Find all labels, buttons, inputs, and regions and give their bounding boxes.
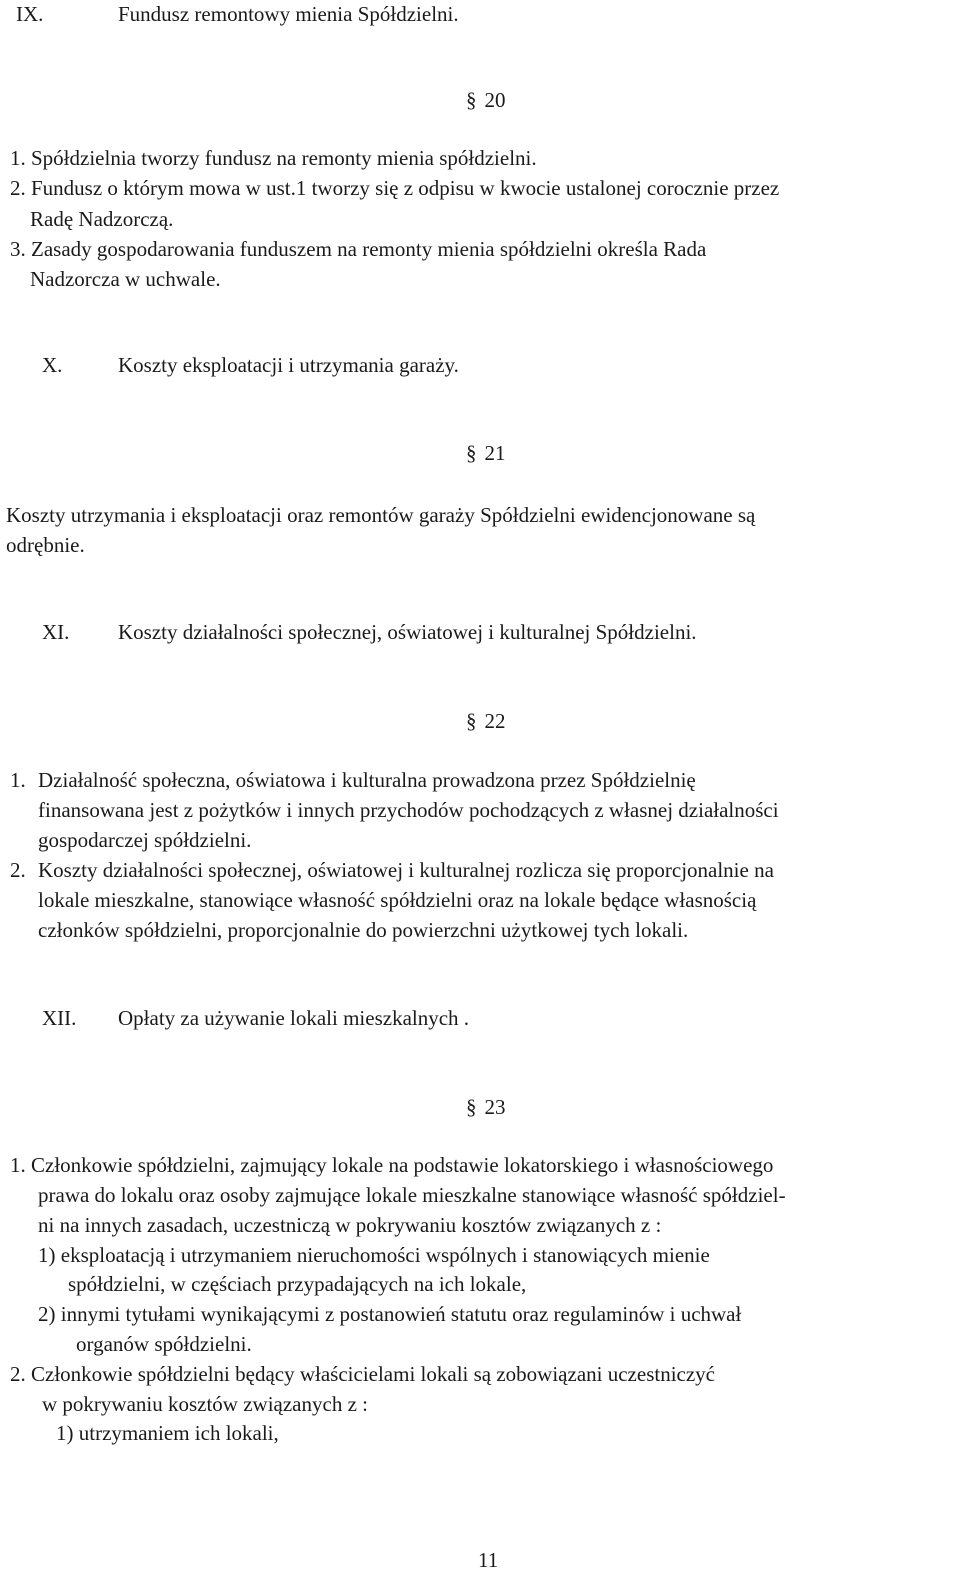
sec23-line-3: ni na innych zasadach, uczestniczą w pokrywaniu kosztów związanych z : [38,1213,662,1237]
sec23-line-10: 1) utrzymaniem ich lokali, [56,1421,279,1445]
section-sign: § [466,709,477,733]
sec22-item-1-num: 1. [10,768,26,792]
sec20-item-1 [10,146,537,170]
item-number: 2. [10,176,26,200]
sec23-line-1: 1. Członkowie spółdzielni, zajmujący lokale na podstawie lokatorskiego i własnościowego [10,1153,774,1177]
chapter-number: X. [42,353,63,377]
item-text: Nadzorcza w uchwale. [30,267,221,291]
section-number: 21 [484,441,506,465]
sec23-line-5: spółdzielni, w częściach przypadających na ich lokale, [68,1272,527,1296]
item-text: Zasady gospodarowania funduszem na remonty mienia spółdzielni określa Rada [31,237,707,261]
chapter-title: Opłaty za używanie lokali mieszkalnych . [118,1006,470,1030]
item-text: Spółdzielnia tworzy fundusz na remonty mienia spółdzielni. [31,146,537,170]
sec20-item-3-cont [30,267,221,291]
chapter-heading-ix [16,2,459,26]
section-22-marker [466,709,506,733]
section-sign: § [466,441,477,465]
sec20-item-2-cont [30,207,173,231]
sec22-item-2-line-3: członków spółdzielni, proporcjonalnie do powierzchni użytkowej tych lokali. [38,918,689,942]
section-sign: § [466,1095,477,1119]
sec23-line-4: 1) eksploatacją i utrzymaniem nieruchomości wspólnych i stanowiących mienie [38,1243,710,1267]
section-number: 23 [484,1095,506,1119]
section-sign: § [466,88,477,112]
page-number: 11 [478,1548,499,1572]
chapter-title: Koszty działalności społecznej, oświatowej i kulturalnej Spółdzielni. [118,620,697,644]
chapter-heading-xii [42,1006,469,1030]
section-23-marker [466,1095,506,1119]
chapter-title: Koszty eksploatacji i utrzymania garaży. [118,353,459,377]
sec20-item-2 [10,176,779,200]
section-21-marker [466,441,506,465]
chapter-number: XII. [42,1006,77,1030]
section-number: 20 [484,88,506,112]
section-number: 22 [484,709,506,733]
sec21-text-line-1: Koszty utrzymania i eksploatacji oraz remontów garaży Spółdzielni ewidencjonowane są [6,503,756,527]
sec23-line-2: prawa do lokalu oraz osoby zajmujące lokale mieszkalne stanowiące własność spółdziel- [38,1183,786,1207]
sec22-item-2-num: 2. [10,858,26,882]
section-20-marker [466,88,506,112]
sec23-line-7: organów spółdzielni. [76,1332,252,1356]
chapter-number: XI. [42,620,70,644]
sec23-line-9: w pokrywaniu kosztów związanych z : [42,1392,368,1416]
chapter-title: Fundusz remontowy mienia Spółdzielni. [118,2,459,26]
item-number: 3. [10,237,26,261]
sec23-line-6: 2) innymi tytułami wynikającymi z postanowień statutu oraz regulaminów i uchwał [38,1302,742,1326]
sec21-text-line-2: odrębnie. [6,533,85,557]
sec22-item-1-line-1: Działalność społeczna, oświatowa i kulturalna prowadzona przez Spółdzielnię [38,768,696,792]
item-text: Radę Nadzorczą. [30,207,174,231]
sec22-item-2-line-1: Koszty działalności społecznej, oświatowej i kulturalnej rozlicza się proporcjonalnie na [38,858,774,882]
sec22-item-1-line-2: finansowana jest z pożytków i innych przychodów pochodzących z własnej działalności [38,798,779,822]
sec23-line-8: 2. Członkowie spółdzielni będący właścicielami lokali są zobowiązani uczestniczyć [10,1362,715,1386]
item-number: 1. [10,146,26,170]
item-text: Fundusz o którym mowa w ust.1 tworzy się z odpisu w kwocie ustalonej corocznie przez [31,176,780,200]
chapter-heading-x [42,353,459,377]
chapter-heading-xi [42,620,697,644]
sec20-item-3 [10,237,706,261]
chapter-number: IX. [16,2,44,26]
sec22-item-2-line-2: lokale mieszkalne, stanowiące własność spółdzielni oraz na lokale będące własnością [38,888,757,912]
sec22-item-1-line-3: gospodarczej spółdzielni. [38,828,252,852]
